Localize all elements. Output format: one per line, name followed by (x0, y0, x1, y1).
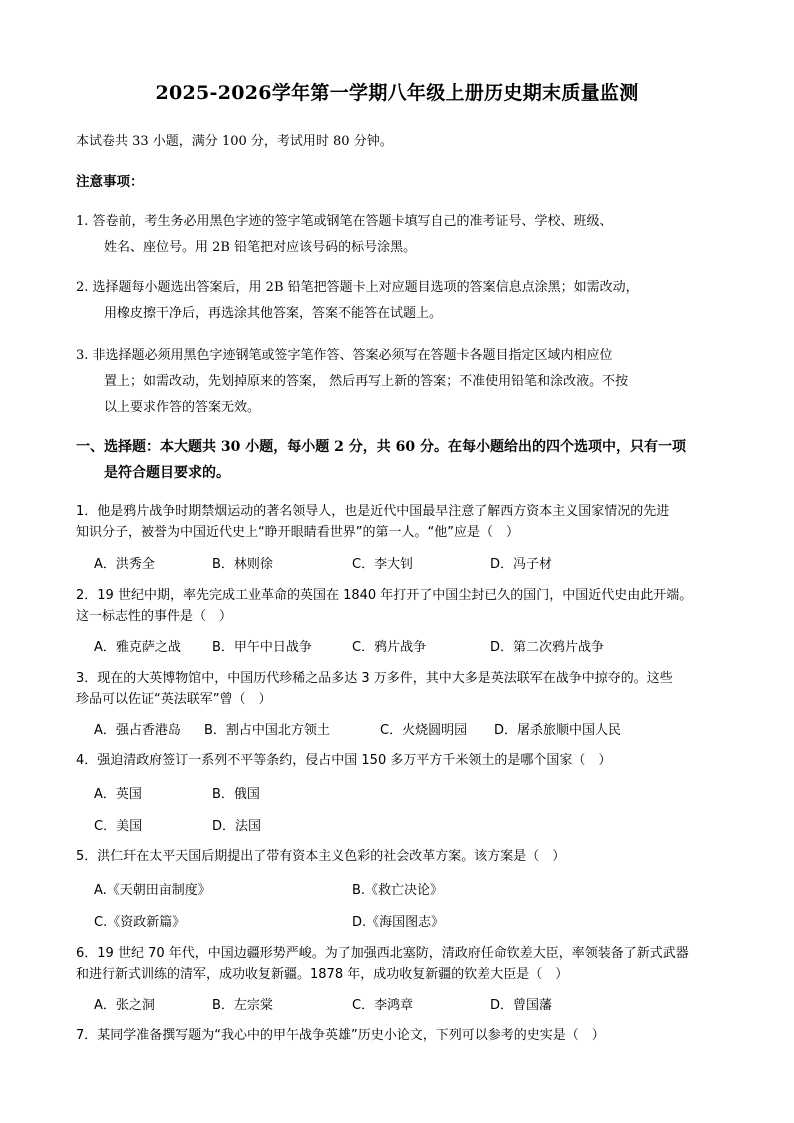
question-5-option-c[interactable]: C.《资政新篇》 (94, 915, 186, 930)
question-3 (76, 668, 736, 710)
question-5 (76, 846, 736, 867)
question-7-line-1: 7．某同学准备撰写题为“我心中的甲午战争英雄”历史小论文，下列可以参考的史实是（ ） (76, 1028, 605, 1043)
question-2-option-a[interactable]: A．雅克萨之战 (94, 640, 181, 655)
question-4-line-1: 4．强迫清政府签订一系列不平等条约，侵占中国 150 多万平方千米领土的是哪个国家（ ） (76, 753, 612, 768)
question-6 (76, 943, 736, 985)
notice-2-line-2: 用橡皮擦干净后，再选涂其他答案，答案不能答在试题上。 (104, 306, 443, 321)
question-2-line-2: 这一标志性的事件是（ ） (76, 609, 233, 624)
question-1-option-a[interactable]: A．洪秀全 (94, 557, 155, 572)
section-heading-line-1: 一、选择题：本大题共 30 小题，每小题 2 分，共 60 分。在每小题给出的四个选项中，只有一项 (76, 439, 686, 455)
question-2-option-c[interactable]: C．鸦片战争 (352, 640, 427, 655)
question-5-option-a[interactable]: A.《天朝田亩制度》 (94, 883, 211, 898)
question-4-option-b[interactable]: B．俄国 (212, 787, 260, 802)
question-5-line-1: 5．洪仁玕在太平天国后期提出了带有资本主义色彩的社会改革方案。该方案是（ ） (76, 849, 566, 864)
question-1-line-1: 1．他是鸦片战争时期禁烟运动的著名领导人，也是近代中国最早注意了解西方资本主义国家情况的先进 (76, 504, 670, 519)
question-1-option-b[interactable]: B．林则徐 (212, 557, 273, 572)
question-2-option-d[interactable]: D．第二次鸦片战争 (490, 640, 605, 655)
question-6-option-c[interactable]: C．李鸿章 (352, 998, 414, 1013)
question-5-option-d[interactable]: D.《海国图志》 (352, 915, 445, 930)
question-1-option-d[interactable]: D．冯子材 (490, 557, 553, 572)
question-1-option-c[interactable]: C．李大钊 (352, 557, 414, 572)
question-5-option-b[interactable]: B.《救亡决论》 (352, 883, 444, 898)
notice-label: 注意事项： (76, 174, 144, 190)
question-4-option-c[interactable]: C．美国 (94, 819, 143, 834)
question-6-line-2: 和进行新式训练的清军，成功收复新疆。1878 年，成功收复新疆的钦差大臣是（ ） (76, 967, 569, 982)
notice-1-line-2: 姓名、座位号。用 2B 铅笔把对应该号码的标号涂黑。 (104, 240, 417, 255)
question-6-option-a[interactable]: A．张之洞 (94, 998, 155, 1013)
question-7 (76, 1025, 736, 1046)
question-1-line-2: 知识分子，被誉为中国近代史上“睁开眼睛看世界”的第一人。“他”应是（ ） (76, 525, 519, 540)
notice-1-line-1: 1. 答卷前，考生务必用黑色字迹的签字笔或钢笔在答题卡填写自己的准考证号、学校、班级、 (76, 214, 613, 229)
notice-3-line-3: 以上要求作答的答案无效。 (104, 400, 261, 415)
question-6-line-1: 6．19 世纪 70 年代，中国边疆形势严峻。为了加强西北塞防，清政府任命钦差大臣，率领装备了新式武器 (76, 946, 689, 961)
question-2-line-1: 2．19 世纪中期，率先完成工业革命的英国在 1840 年打开了中国尘封已久的国门，中国近代史由此开端。 (76, 588, 693, 603)
question-4-option-a[interactable]: A．英国 (94, 787, 142, 802)
section-heading-line-2: 是符合题目要求的。 (104, 465, 230, 481)
question-3-line-2: 珍品可以佐证“英法联军”曾（ ） (76, 692, 272, 707)
exam-title: 2025-2026学年第一学期八年级上册历史期末质量监测 (155, 82, 639, 104)
question-2 (76, 585, 736, 627)
question-3-option-a[interactable]: A．强占香港岛 (94, 723, 181, 738)
question-2-option-b[interactable]: B．甲午中日战争 (212, 640, 312, 655)
question-3-line-1: 3．现在的大英博物馆中，中国历代珍稀之品多达 3 万多件，其中大多是英法联军在战争中掠夺的。这些 (76, 671, 673, 686)
question-3-option-c[interactable]: C．火烧圆明园 (380, 723, 468, 738)
notice-3-line-2: 置上；如需改动，先划掉原来的答案， 然后再写上新的答案；不准使用铅笔和涂改液。不按 (104, 374, 629, 389)
exam-intro: 本试卷共 33 小题，满分 100 分，考试用时 80 分钟。 (76, 134, 393, 149)
question-6-option-d[interactable]: D．曾国藩 (490, 998, 553, 1013)
question-3-option-b[interactable]: B．割占中国北方领土 (204, 723, 330, 738)
question-1 (76, 501, 736, 543)
question-6-option-b[interactable]: B．左宗棠 (212, 998, 273, 1013)
question-3-option-d[interactable]: D．屠杀旅顺中国人民 (494, 723, 622, 738)
notice-2-line-1: 2. 选择题每小题选出答案后，用 2B 铅笔把答题卡上对应题目选项的答案信息点涂黑；如需改动， (76, 280, 639, 295)
question-4-option-d[interactable]: D．法国 (212, 819, 262, 834)
notice-3-line-1: 3. 非选择题必须用黑色字迹钢笔或签字笔作答、答案必须写在答题卡各题目指定区域内相应位 (76, 348, 613, 363)
question-4 (76, 750, 736, 771)
